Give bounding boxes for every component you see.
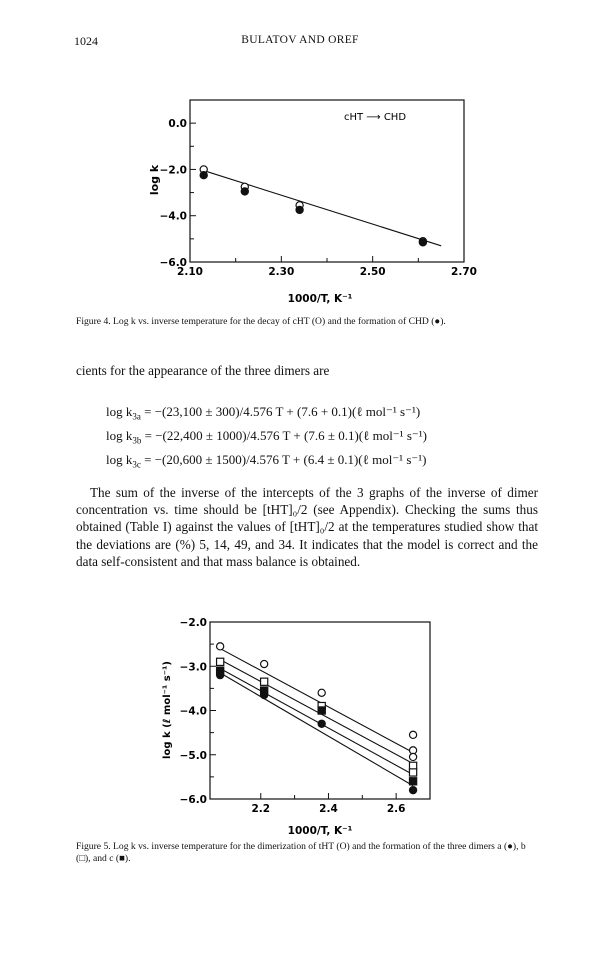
x-axis-label: 1000/T, K⁻¹ xyxy=(287,825,353,837)
data-point-open-circle xyxy=(409,753,416,760)
chart-annotation: cHT ⟶ CHD xyxy=(344,112,407,123)
fit-line xyxy=(220,668,413,774)
paragraph-intro: cients for the appearance of the three dimers are xyxy=(76,363,330,378)
equation-lhs: log k xyxy=(106,404,133,419)
x-tick-label: 2.30 xyxy=(268,266,295,278)
data-point-filled-circle xyxy=(409,787,416,794)
data-point-open-square xyxy=(217,658,224,665)
data-point-filled-circle xyxy=(217,672,224,679)
equation-rhs: = −(20,600 ± 1500)/4.576 T + (6.4 ± 0.1)(ℓ mol⁻¹ s⁻¹) xyxy=(140,452,427,467)
x-tick-label: 2.4 xyxy=(319,803,338,815)
data-point-filled-square xyxy=(409,778,416,785)
y-tick-label: −6.0 xyxy=(179,794,207,806)
equation-subscript: 3a xyxy=(132,411,141,422)
figure-5-chart xyxy=(150,612,470,840)
equation-lhs: log k xyxy=(106,452,133,467)
y-axis-label: log k xyxy=(148,164,161,196)
x-tick-label: 2.6 xyxy=(386,803,406,815)
equation-rhs: = −(23,100 ± 300)/4.576 T + (7.6 + 0.1)(ℓ mol⁻¹ s⁻¹) xyxy=(140,404,421,419)
data-point-open-square xyxy=(409,769,416,776)
figure-5-caption: Figure 5. Log k vs. inverse temperature for the dimerization of tHT (O) and the formation of the three dimers a (●), b (□), and c (■). xyxy=(76,841,526,864)
data-point-filled-circle xyxy=(296,206,303,213)
x-tick-label: 2.50 xyxy=(359,266,386,278)
y-tick-label: 0.0 xyxy=(168,118,187,131)
x-tick-label: 2.2 xyxy=(251,803,271,815)
data-point-open-circle xyxy=(409,731,416,738)
data-point-filled-circle xyxy=(261,691,268,698)
y-tick-label: −4.0 xyxy=(159,210,187,223)
data-point-open-circle xyxy=(261,660,268,667)
data-point-open-circle xyxy=(318,689,325,696)
fit-line xyxy=(220,649,413,753)
fit-line xyxy=(220,673,413,786)
equation-3b xyxy=(106,428,566,446)
data-point-filled-square xyxy=(318,707,325,714)
y-axis-label: log k (ℓ mol⁻¹ s⁻¹) xyxy=(162,661,173,759)
equation-3c xyxy=(106,452,566,470)
figure-4-caption: Figure 4. Log k vs. inverse temperature for the decay of cHT (O) and the formation of CHD (●). xyxy=(76,316,446,327)
data-point-filled-circle xyxy=(241,188,248,195)
y-tick-label: −3.0 xyxy=(179,661,207,674)
data-point-filled-circle xyxy=(200,172,207,179)
data-point-open-square xyxy=(261,678,268,685)
figure-4-chart xyxy=(140,70,500,305)
data-point-open-circle xyxy=(217,643,224,650)
y-tick-label: −4.0 xyxy=(179,705,207,718)
data-point-filled-circle xyxy=(419,239,426,246)
equation-rhs: = −(22,400 ± 1000)/4.576 T + (7.6 ± 0.1)(ℓ mol⁻¹ s⁻¹) xyxy=(141,428,427,443)
equation-lhs: log k xyxy=(106,428,133,443)
page-number: 1024 xyxy=(74,34,98,48)
y-tick-label: −5.0 xyxy=(179,749,207,762)
x-axis-label: 1000/T, K⁻¹ xyxy=(287,293,353,305)
data-point-filled-circle xyxy=(318,720,325,727)
fit-line xyxy=(204,171,441,246)
paragraph-mass-balance: The sum of the inverse of the intercepts of the 3 graphs of the inverse of dimer concentration vs. time should be [tHT]₀/2 (see Appendix). Checking the sums thus obtained (Table I) against the values of [tHT]₀/2 at the temperatures studied show that the deviations are (%) 5, 14, 49, and 34. It indicates that the model is correct and the data self-consistent and that mass balance is obtained. xyxy=(76,485,538,569)
y-tick-label: −2.0 xyxy=(159,164,187,177)
y-tick-label: −2.0 xyxy=(179,617,207,629)
x-tick-label: 2.10 xyxy=(177,266,203,278)
running-title: BULATOV AND OREF xyxy=(241,34,359,46)
y-tick-label: −6.0 xyxy=(159,257,187,269)
fit-line xyxy=(220,660,413,764)
equation-subscript: 3b xyxy=(132,435,142,446)
x-tick-label: 2.70 xyxy=(451,266,477,278)
equation-subscript: 3c xyxy=(132,459,141,470)
equation-3a xyxy=(106,404,566,422)
